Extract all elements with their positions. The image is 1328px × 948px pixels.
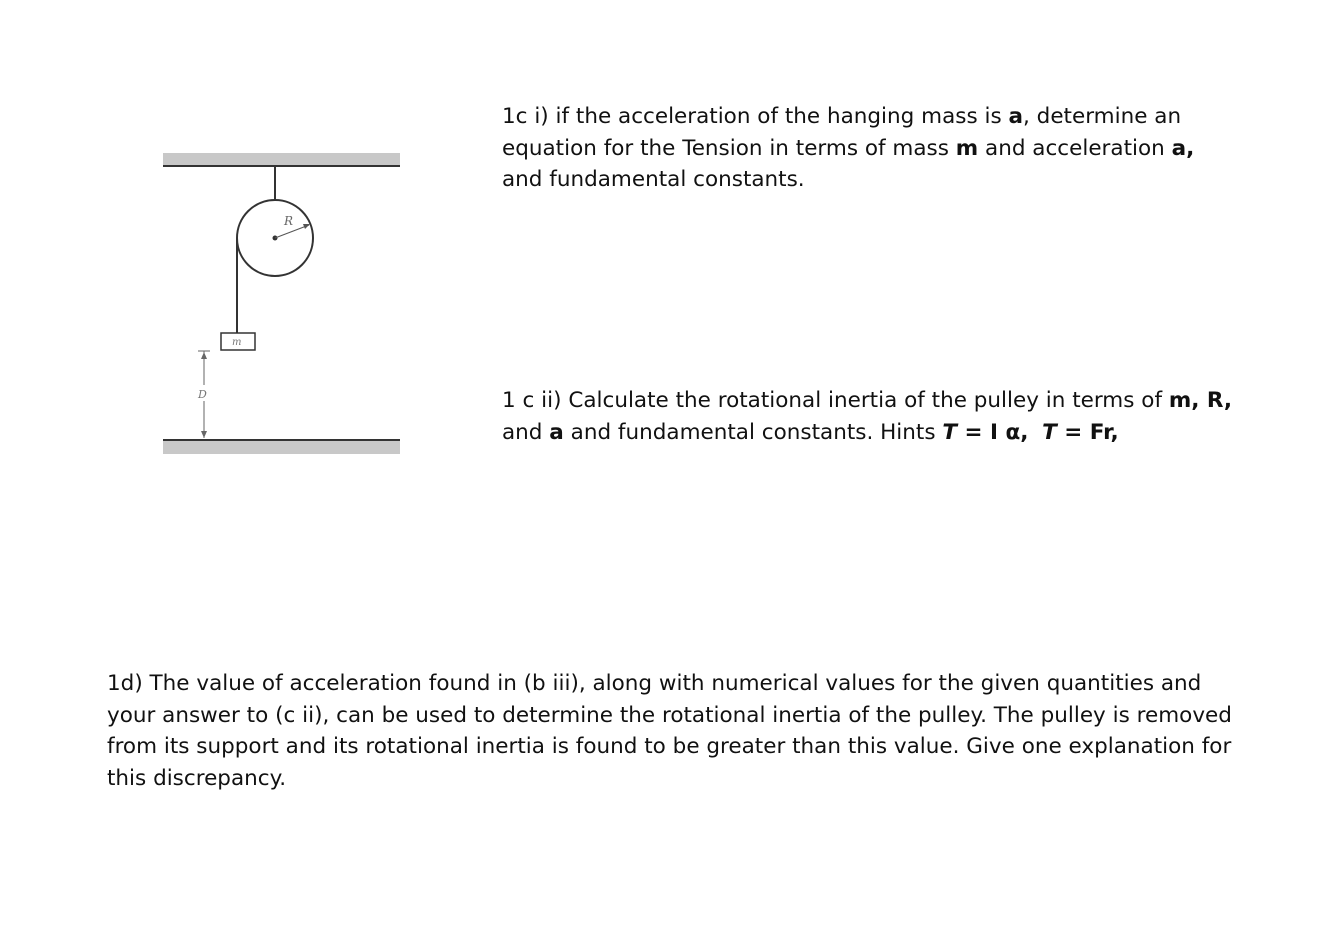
pulley-diagram [160,148,405,460]
hint-torque-force-equation: = Fr, [1056,419,1119,445]
variable-a: a, [1171,135,1195,161]
question-1c-i [502,101,1222,196]
distance-arrowhead-bottom [201,431,207,438]
hint-separator [1028,420,1042,445]
pulley-diagram-svg [160,148,405,460]
text-segment: and [502,419,550,445]
hint-torque-equation: = I α, [957,419,1029,445]
question-1d-line-1: 1d) The value of acceleration found in (b iii), along with numerical values for the given quantities and [107,671,1202,696]
question-1c-ii-line-2 [502,417,1262,449]
question-1c-ii-line-1 [502,385,1262,417]
text-segment: and fundamental constants. Hints [563,419,943,445]
distance-arrowhead-top [201,352,207,359]
radius-label: R [284,214,294,228]
ceiling [163,153,400,166]
text-segment: and acceleration [978,135,1172,161]
variables-m-r: m, R, [1168,388,1233,413]
question-1c-ii [502,385,1262,448]
variable-a: a [549,419,564,445]
variable-m: m [955,135,979,161]
question-1d-line-3: from its support and its rotational inertia is found to be greater than this value. Give one explanation for [107,734,1232,759]
question-1d [107,668,1232,794]
question-1c-i-line-2 [502,133,1222,165]
question-1d-line-2: your answer to (c ii), can be used to determine the rotational inertia of the pulley. The pulley is removed [107,702,1232,728]
question-1c-i-line-3: and fundamental constants. [502,167,805,192]
text-segment: , determine an [1023,104,1182,129]
hint-torque-symbol: T [1042,419,1057,445]
distance-label: D [198,388,207,401]
question-1c-i-line-1 [502,101,1222,133]
text-segment: 1 c ii) Calculate the rotational inertia of the pulley in terms of [502,388,1169,413]
mass-label: m [232,337,242,348]
text-segment: 1c i) if the acceleration of the hanging mass is [502,104,1009,129]
question-1d-line-4: this discrepancy. [107,765,287,791]
variable-a: a [1008,104,1024,129]
hint-torque-symbol: T [942,419,958,445]
floor [163,441,400,454]
text-segment: equation for the Tension in terms of mass [502,135,956,161]
